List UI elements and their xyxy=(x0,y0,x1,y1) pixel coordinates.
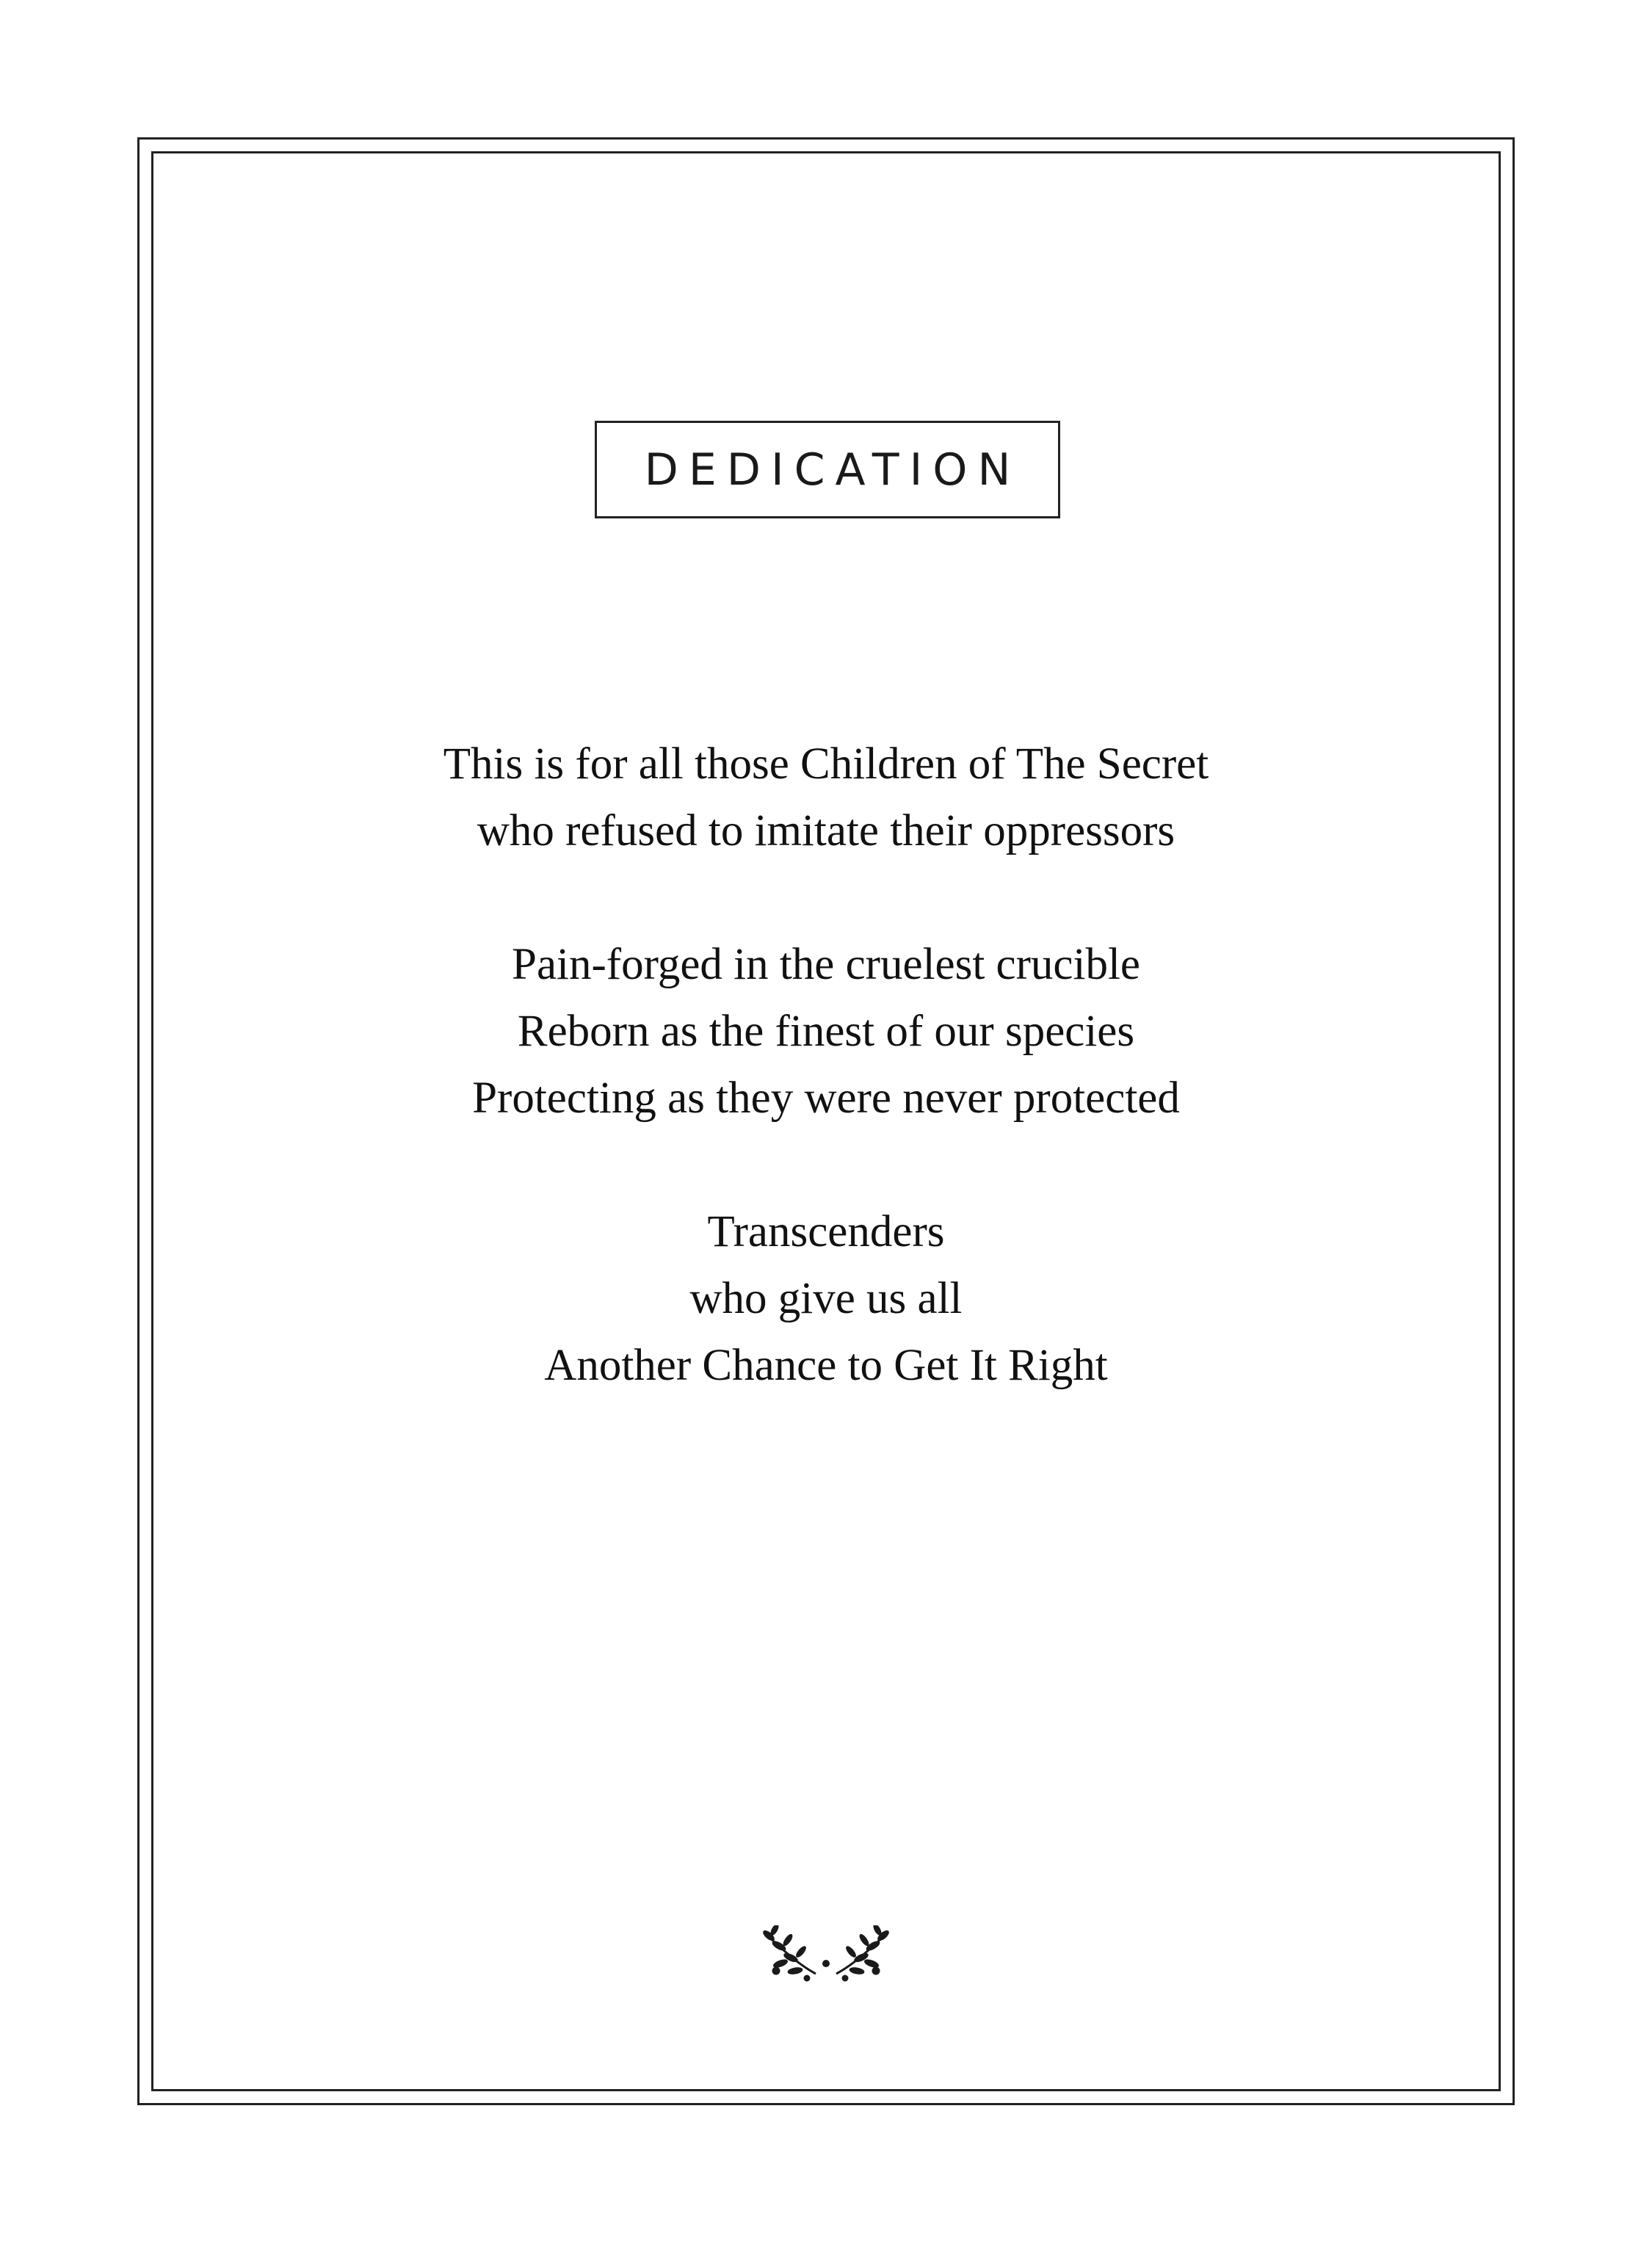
dedication-heading-box xyxy=(595,421,1060,518)
stanza-line: Protecting as they were never protected xyxy=(472,1074,1180,1123)
stanza-line: This is for all those Children of The Secret xyxy=(443,739,1209,789)
stanza-3 xyxy=(220,1198,1432,1399)
stanza-line: Transcenders xyxy=(707,1207,945,1256)
stanza-line: who give us all xyxy=(689,1274,963,1323)
stanza-line: Pain-forged in the cruelest crucible xyxy=(512,940,1140,989)
dedication-heading: DEDICATION xyxy=(644,444,1021,496)
stanza-line: Reborn as the finest of our species xyxy=(517,1007,1135,1056)
stanza-1 xyxy=(220,731,1432,864)
stanza-2 xyxy=(220,931,1432,1132)
stanza-line: who refused to imitate their oppressors xyxy=(477,806,1175,855)
laurel-sprig-divider-icon xyxy=(758,1925,894,1987)
stanza-line: Another Chance to Get It Right xyxy=(544,1341,1108,1390)
